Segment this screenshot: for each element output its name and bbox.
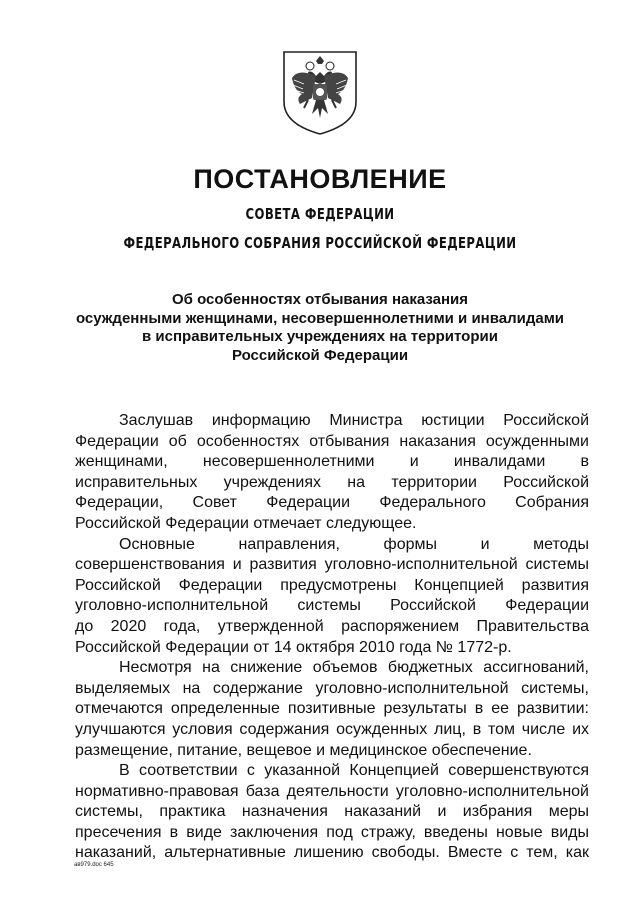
body-line: исправительных учреждениях на территории Российской (75, 473, 589, 491)
issuer-line-2: ФЕДЕРАЛЬНОГО СОБРАНИЯ РОССИЙСКОЙ ФЕДЕРАЦИИ (123, 234, 517, 252)
body-line: выделяемых на содержание уголовно-исполнительной системы, (75, 679, 589, 697)
body-line: совершенствования и развития уголовно-исполнительной системы (75, 556, 589, 574)
document-type-heading: ПОСТАНОВЛЕНИЕ (193, 164, 447, 194)
body-line: уголовно-исполнительной системы Российской Федерации (75, 597, 589, 615)
body-line: женщинами, несовершеннолетними и инвалидами в (75, 453, 589, 471)
body-line: улучшаются условия содержания осужденных лиц, в том числе их (75, 720, 589, 738)
title-line: Российской Федерации (231, 346, 409, 364)
body-line: Российской Федерации отмечает следующее. (75, 514, 417, 532)
body-line: Российской Федерации предусмотрены Концепцией развития (75, 576, 589, 594)
document-body (75, 411, 589, 864)
body-line: Российской Федерации от 14 октября 2010 года № 1772-р. (75, 638, 512, 656)
coat-of-arms-icon (280, 48, 360, 136)
body-line: Несмотря на снижение объемов бюджетных ассигнований, (119, 659, 589, 677)
body-line: размещение, питание, вещевое и медицинское обеспечение. (75, 741, 532, 759)
title-line: в исправительных учреждениях на территории (142, 328, 498, 345)
body-line: отмечаются определенные позитивные результаты в ее развитии: (75, 700, 589, 718)
body-line: Федерации, Совет Федерации Федерального Собрания (75, 494, 589, 512)
title-line: Об особенностях отбывания наказания (171, 291, 469, 308)
body-line: наказаний, альтернативные лишению свободы. Вместе с тем, как (75, 844, 589, 862)
body-line: Заслушав информацию Министра юстиции Российской (119, 412, 589, 429)
title-line: осужденными женщинами, несовершеннолетними и инвалидами (75, 309, 565, 327)
resolution-title (40, 291, 600, 365)
body-line: Федерации об особенностях отбывания наказания осужденными (75, 432, 589, 450)
issuer-line-1: СОВЕТА ФЕДЕРАЦИИ (245, 205, 395, 223)
file-reference: ав979.doc 645 (74, 862, 114, 868)
body-line: Основные направления, формы и методы (119, 535, 589, 553)
body-line: пресечения в виде заключения под стражу, введены новые виды (75, 823, 589, 841)
body-line: нормативно-правовая база деятельности уголовно-исполнительной (75, 782, 589, 800)
body-line: В соответствии с указанной Концепцией совершенствуются (119, 762, 589, 780)
body-line: до 2020 года, утвержденной распоряжением Правительства (75, 617, 589, 635)
body-line: системы, практика назначения наказаний и избрания меры (75, 803, 589, 821)
